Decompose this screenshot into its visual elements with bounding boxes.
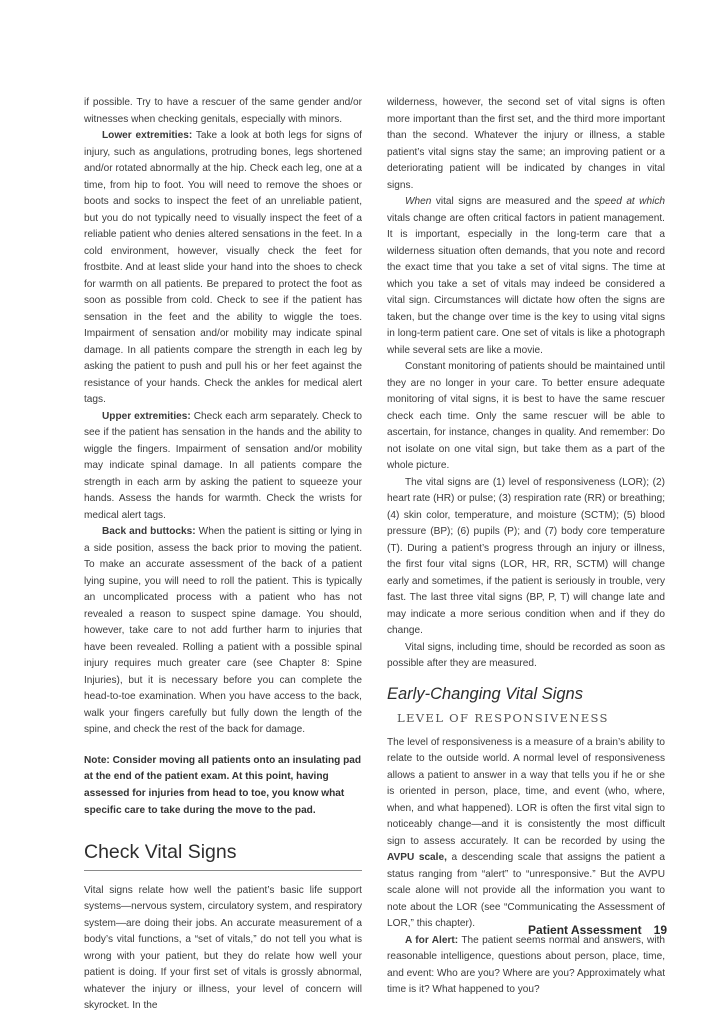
lor-text-pre: The level of responsiveness is a measure of a brain’s ability to relate to the outside world. A normal level of responsiveness allows a patient to answer in a way that tells you if he or she is oriented in person, place, time, and event (who, where, when, and what happened). LOR is often the first vital sign to noticeably change—and it is consistently the most difficult sign to assess accurately. It can be recorded by using the	[387, 736, 665, 847]
upper-extremities-text: Check each arm separately. Check to see if the patient has sensation in the hands and the ability to wiggle the fingers. Impairment of sensation and/or mobility may indicate spinal damage. In all patients compare the strength in each arm by asking the patient to squeeze your hands. Assess the hands for warmth. Check the wrists for medical alert tags.	[84, 410, 362, 521]
paragraph-when-measured	[387, 194, 665, 359]
paragraph-back-buttocks	[84, 524, 362, 739]
avpu-scale-term: AVPU scale,	[387, 852, 447, 863]
running-title: Patient Assessment	[528, 923, 642, 937]
page-number: 19	[653, 923, 667, 937]
level-of-responsiveness-heading: LEVEL OF RESPONSIVENESS	[397, 710, 609, 725]
paragraph-genitals: if possible. Try to have a rescuer of the same gender and/or witnesses when checking genitals, especially with minors.	[84, 97, 362, 125]
paragraph-recording: Vital signs, including time, should be recorded as soon as possible after they are measured.	[387, 641, 665, 669]
speed-emphasis: speed at which	[594, 196, 665, 207]
paragraph-wilderness: wilderness, however, the second set of vital signs is often more important than the first set, and the third more important than the second. Whatever the injury or illness, a stable patient’s vital signs stay the same; an improving patient or a deteriorating patient will be indicated by changes in vital signs.	[387, 97, 665, 191]
left-column	[84, 95, 362, 1015]
paragraph-constant-monitoring: Constant monitoring of patients should be maintained until they are no longer in your care. To better ensure adequate monitoring of vital signs, it is best to have the same rescuer check each time. Only the same rescuer will be able to ascertain, for instance, changes in quality. And remember: Do not isolate on one vital sign, but take them as a part of the whole picture.	[387, 361, 665, 471]
paragraph-upper-extremities	[84, 409, 362, 525]
lor-text-post: a descending scale that assigns the patient a status ranging from “alert” to “unresponsive.” But the AVPU scale alone will not provide all the information you want to note about the LOR (see “Communicating the Assessment of LOR,” this chapter).	[387, 852, 666, 929]
paragraph-vital-signs-list: The vital signs are (1) level of responsiveness (LOR); (2) heart rate (HR) or pulse; (3) respiration rate (RR) or breathing; (4) skin color, temperature, and moisture (SCTM); (5) blood pressure (BP); (6) pupils (P); and (7) body core temperature (T). During a patient’s progress through an injury or illness, the first four vital signs (LOR, HR, RR, SCTM) will change early and sometimes, if the patient is seriously in trouble, very fast. The last three vital signs (BP, P, T) will change late and may indicate a more serious condition when and if they do change.	[387, 476, 665, 636]
when-mid-text: vital signs are measured and the	[435, 196, 590, 207]
back-buttocks-heading: Back and buttocks:	[102, 526, 196, 537]
insulating-pad-note: Note: Consider moving all patients onto an insulating pad at the end of the patient exam. At this point, having assessed for injuries from head to toe, you know what specific care to take during the move to the pad.	[84, 754, 362, 816]
paragraph-lor	[387, 735, 665, 933]
when-rest-text: vitals change are often critical factors in patient management. It is important, especially in the long-term care that a wilderness situation often demands, that you note and record the exact time that you take a set of vital signs. The time at which you take a set of vitals may indeed be considered a vital sign. Circumstances will dictate how often the signs are taken, but the change over time is the key to using vital signs in long-term patient care. One set of vitals is like a photograph while several sets are like a movie.	[387, 212, 665, 356]
lower-extremities-heading: Lower extremities:	[102, 130, 193, 141]
early-changing-heading: Early-Changing Vital Signs	[387, 684, 583, 703]
upper-extremities-heading: Upper extremities:	[102, 410, 191, 422]
page-footer	[528, 923, 667, 937]
back-buttocks-text: When the patient is sitting or lying in a side position, assess the back prior to moving the patient. To make an accurate assessment of the back of a patient lying supine, you will need to roll the patient. This is typically an uncomplicated process with a patient who has not revealed a reason to suspect spine damage. You should, however, take care to not add further harm to injuries that have been revealed. Rolling a patient with a possible spinal injury requires much greater care (see Chapter 8: Spine Injuries), but it is necessary before you can complete the head-to-toe examination. When you have access to the back, walk your fingers carefully but fully down the length of the spine, and check the rest of the back for damage.	[84, 526, 362, 735]
check-vital-signs-heading: Check Vital Signs	[84, 840, 362, 871]
paragraph-alert	[387, 933, 665, 999]
paragraph-lower-extremities	[84, 128, 362, 409]
when-emphasis: When	[405, 196, 432, 207]
lower-extremities-text: Take a look at both legs for signs of injury, such as angulations, protruding bones, legs shortened and/or rotated abnormally at the hip. Check each leg, one at a time, from hip to foot. You will need to remove the shoes or boots and socks to inspect the feet of an unreliable patient, but you do not typically need to visually inspect the feet of a reliable patient who denies altered sensations in the feet. In a cold environment, however, visually check the feet for frostbite. And at least slide your hand into the shoes to check for warmth on all patients. Be prepared to protect the foot as soon as possible from cold. Check to see if the patient has sensation in the feet and the ability to wiggle the toes. Impairment of sensation and/or mobility may indicate spinal damage. In all patients compare the strength in each leg by asking the patient to push and pull his or her feet against the resistance of your hands. Check the ankles for medical alert tags.	[84, 130, 362, 405]
alert-text: The patient seems normal and answers, with reasonable intelligence, questions about person, place, time, and event: Who are you? Where are you? Approximately what time is it? What happened to you?	[387, 934, 666, 995]
alert-heading: A for Alert:	[405, 934, 459, 946]
paragraph-vital-signs-intro: Vital signs relate how well the patient’s basic life support systems—nervous system, circulatory system, and respiratory system—are doing their jobs. An accurate measurement of a body’s vital functions, a “set of vitals,” do not tell you what is wrong with your patient, but they do relate how well your patient is doing. If your first set of vitals is grossly abnormal, whatever the injury or illness, your level of concern will skyrocket. In the	[84, 884, 362, 1012]
right-column	[387, 95, 665, 999]
